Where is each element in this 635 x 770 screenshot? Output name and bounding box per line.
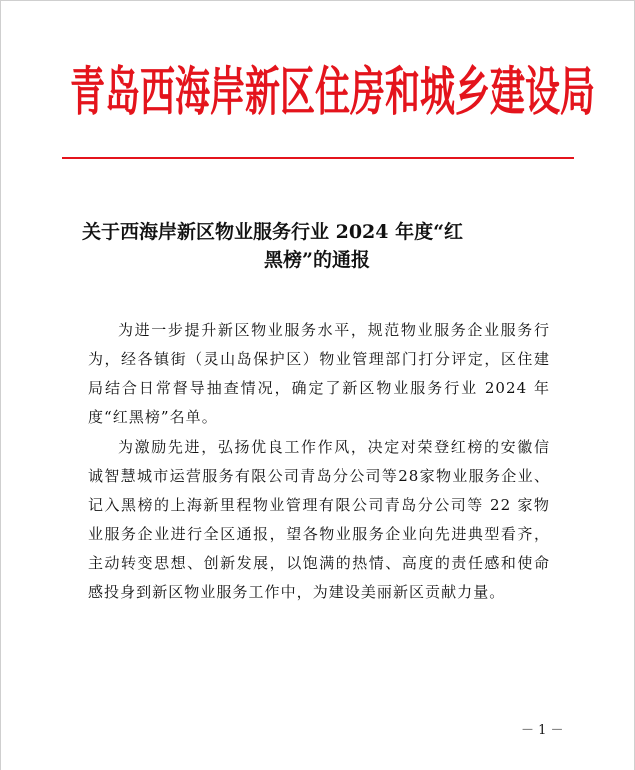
document-title-line2: 黑榜”的通报	[264, 249, 370, 271]
letterhead-org-name: 青岛西海岸新区住房和城乡建设局	[70, 61, 596, 123]
body-paragraph: 为进一步提升新区物业服务水平，规范物业服务企业服务行为，经各镇街（灵山岛保护区）物业管理部门打分评定，区住建局结合日常督导抽查情况，确定了新区物业服务行业 2024 年度“红黑榜”名单。	[88, 321, 550, 426]
page-number: － 1 －	[521, 723, 564, 738]
letterhead-red-rule	[62, 157, 574, 159]
document-title	[82, 218, 552, 274]
page-border-top	[0, 0, 635, 1]
body-paragraph: 为激励先进，弘扬优良工作作风，决定对荣登红榜的安徽信诚智慧城市运营服务有限公司青岛分公司等28家物业服务企业、记入黑榜的上海新里程物业管理有限公司青岛分公司等 22 家物业服务企业进行全区通报，望各物业服务企业向先进典型看齐，主动转变思想、创新发展，以饱满的热情、高度的责任感和使命感投身到新区物业服务工作中，为建设美丽新区贡献力量。	[88, 438, 550, 601]
page-border-left	[0, 0, 1, 770]
document-title-line1: 关于西海岸新区物业服务行业 2024 年度“红	[82, 221, 464, 243]
